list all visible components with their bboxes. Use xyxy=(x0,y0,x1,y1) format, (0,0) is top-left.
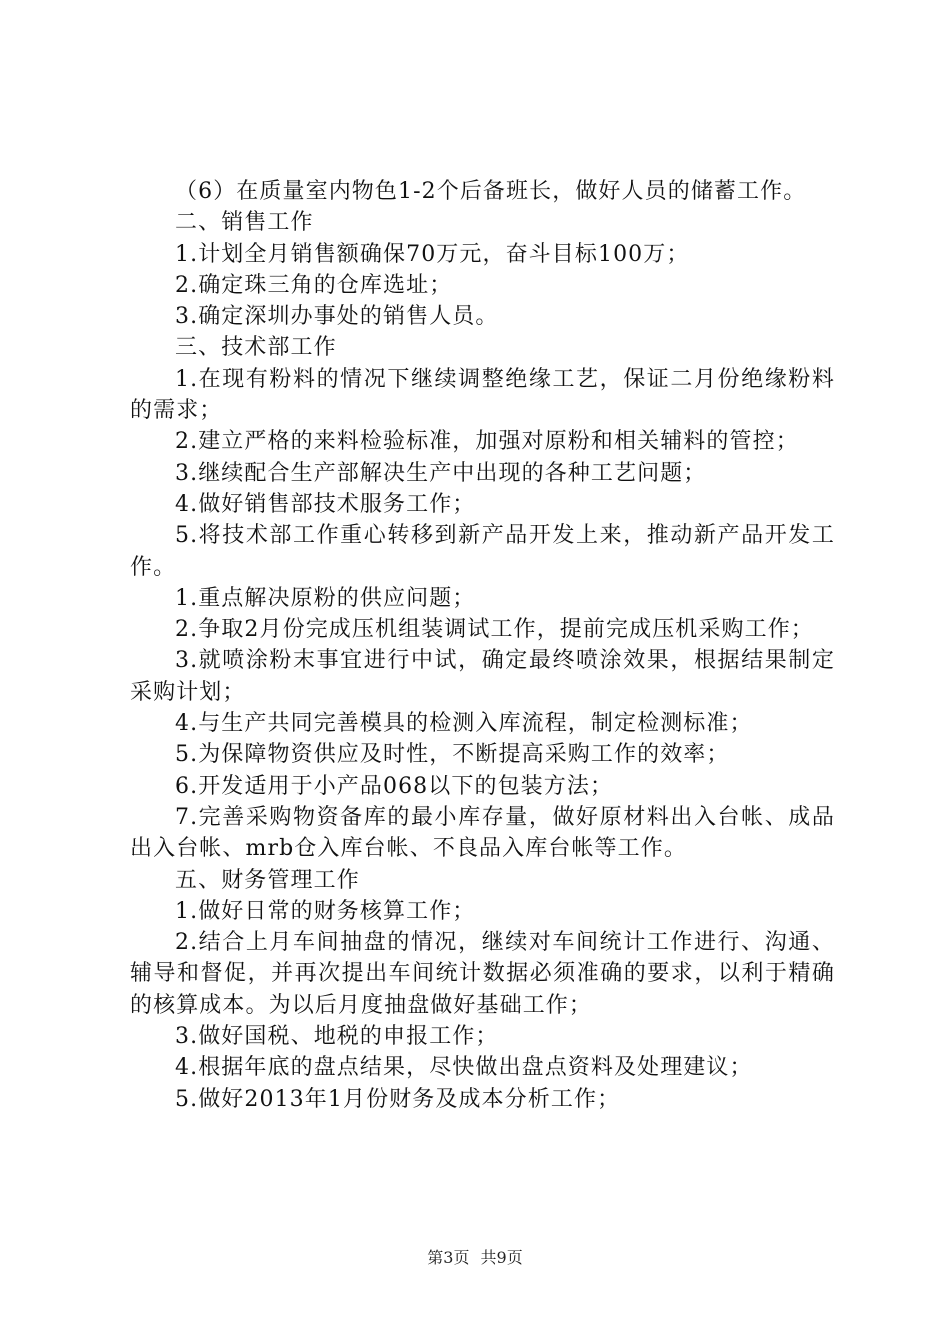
paragraph: （6）在质量室内物色1-2个后备班长，做好人员的储蓄工作。 xyxy=(175,179,807,204)
section-heading: 五、财务管理工作 xyxy=(175,867,360,893)
paragraph: 2.结合上月车间抽盘的情况，继续对车间统计工作进行、沟通、辅导和督促，并再次提出车间统计数据必须准确的要求，以利于精确的核算成本。为以后月度抽盘做好基础工作； xyxy=(130,930,835,1018)
paragraph: 1.做好日常的财务核算工作； xyxy=(175,898,476,924)
document-body xyxy=(130,176,835,1115)
paragraph: 1.在现有粉料的情况下继续调整绝缘工艺，保证二月份绝缘粉料的需求； xyxy=(130,366,835,424)
page-footer xyxy=(0,1245,950,1268)
paragraph: 1.重点解决原粉的供应问题； xyxy=(175,585,476,611)
paragraph: 4.与生产共同完善模具的检测入库流程，制定检测标准； xyxy=(175,711,753,737)
paragraph: 7.完善采购物资备库的最小库存量，做好原材料出入台帐、成品出入台帐、mrb仓入库台帐、不良品入库台帐等工作。 xyxy=(130,804,835,862)
paragraph: 2.争取2月份完成压机组装调试工作，提前完成压机采购工作； xyxy=(175,617,814,643)
paragraph: 4.做好销售部技术服务工作； xyxy=(175,491,476,517)
paragraph: 3.确定深圳办事处的销售人员。 xyxy=(175,304,499,330)
paragraph: 4.根据年底的盘点结果，尽快做出盘点资料及处理建议； xyxy=(175,1055,753,1081)
paragraph: 2.建立严格的来料检验标准，加强对原粉和相关辅料的管控； xyxy=(175,429,799,455)
section-heading: 三、技术部工作 xyxy=(175,335,337,361)
section-heading: 二、销售工作 xyxy=(175,210,314,236)
paragraph: 5.为保障物资供应及时性，不断提高采购工作的效率； xyxy=(175,742,730,768)
paragraph: 1.计划全月销售额确保70万元，奋斗目标100万； xyxy=(175,241,690,267)
paragraph: 3.继续配合生产部解决生产中出现的各种工艺问题； xyxy=(175,460,707,486)
paragraph: 5.做好2013年1月份财务及成本分析工作； xyxy=(175,1086,621,1112)
paragraph: 6.开发适用于小产品068以下的包装方法； xyxy=(175,773,614,799)
page-number: 第3页 xyxy=(427,1248,470,1267)
paragraph: 5.将技术部工作重心转移到新产品开发上来，推动新产品开发工作。 xyxy=(130,523,835,580)
paragraph: 3.做好国税、地税的申报工作； xyxy=(175,1024,499,1050)
paragraph: 3.就喷涂粉末事宜进行中试，确定最终喷涂效果，根据结果制定采购计划； xyxy=(130,648,835,705)
paragraph: 2.确定珠三角的仓库选址； xyxy=(175,272,453,298)
page-total: 共9页 xyxy=(480,1248,523,1267)
